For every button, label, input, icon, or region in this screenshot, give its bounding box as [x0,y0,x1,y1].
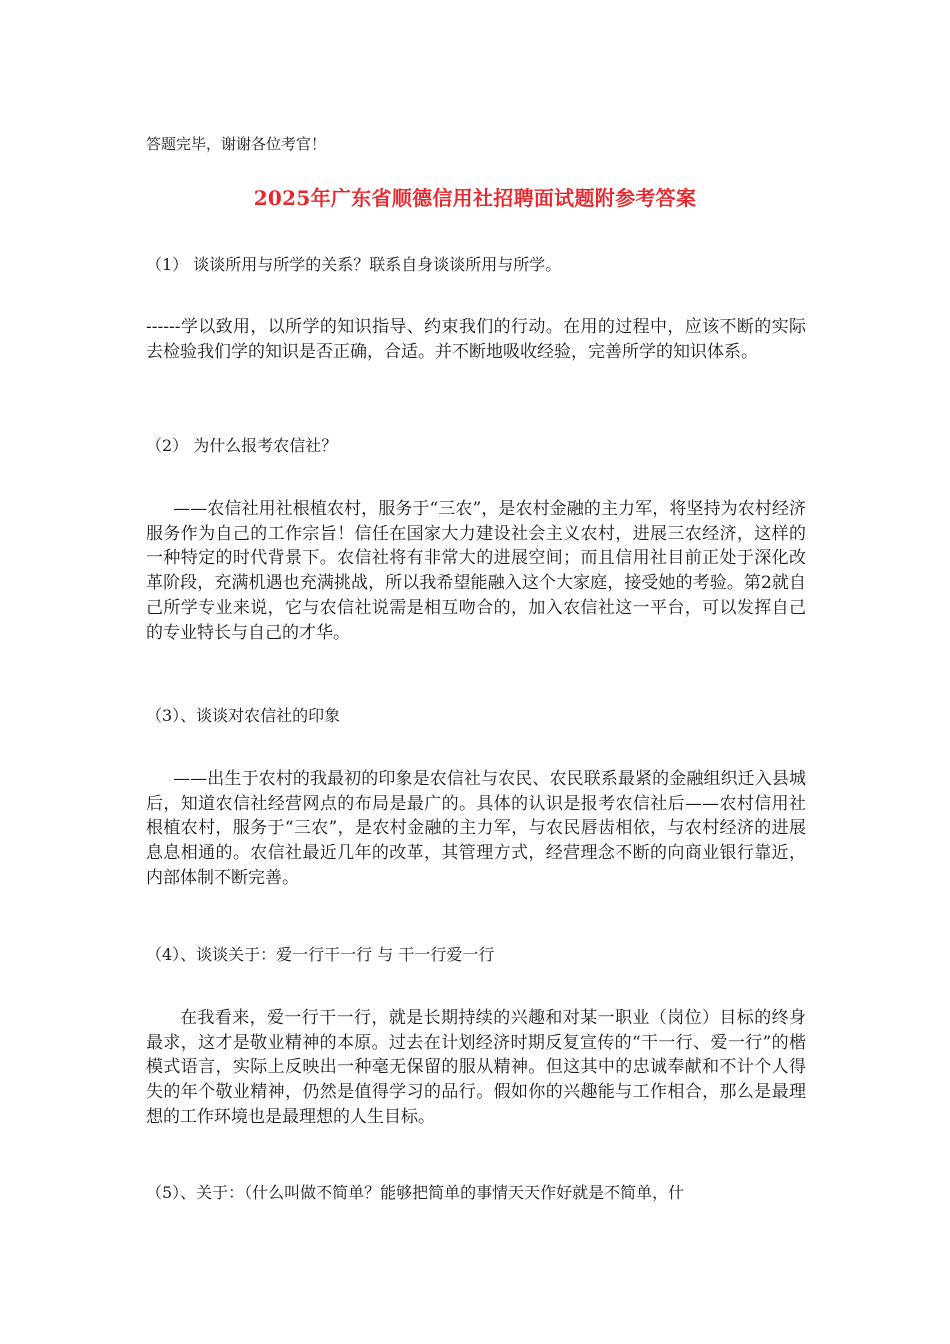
answer-4: 在我看来，爱一行干一行，就是长期持续的兴趣和对某一职业（岗位）目标的终身最求，这才是敬业精神的本原。过去在计划经济时期反复宣传的“干一行、爱一行”的楷模式语言，实际上反映出一种毫无保留的服从精神。但这其中的忠诚奉献和不计个人得失的年个敬业精神，仍然是值得学习的品行。假如你的兴趣能与工作相合，那么是最理想的工作环境也是最理想的人生目标。 [146,1008,806,1127]
answer-3: ——出生于农村的我最初的印象是农信社与农民、农民联系最紧的金融组织迁入县城后，知道农信社经营网点的布局是最广的。具体的认识是报考农信社后——农村信用社根植农村，服务于“三农”，是农村金融的主力军，与农民唇齿相依，与农村经济的进展息息相通的。农信社最近几年的改革，其管理方式，经营理念不断的向商业银行靠近，内部体制不断完善。 [146,769,806,888]
question-5: （5）、关于：（什么叫做不简单？能够把简单的事情天天作好就是不简单，什 [146,1183,685,1202]
answer-1: ------学以致用，以所学的知识指导、约束我们的行动。在用的过程中，应该不断的实际去检验我们学的知识是否正确，合适。并不断地吸收经验，完善所学的知识体系。 [146,317,806,362]
question-4: （4）、谈谈关于：爱一行干一行 与 干一行爱一行 [146,945,495,964]
question-1: （1） 谈谈所用与所学的关系？联系自身谈谈所用与所学。 [146,255,562,274]
closing-remark: 答题完毕，谢谢各位考官！ [146,135,327,153]
document-title: 2025年广东省顺德信用社招聘面试题附参考答案 [253,186,697,210]
question-3: （3）、谈谈对农信社的印象 [146,706,341,725]
question-2: （2） 为什么报考农信社？ [146,436,338,455]
answer-2: ——农信社用社根植农村，服务于“三农”，是农村金融的主力军，将坚持为农村经济服务作为自己的工作宗旨！信任在国家大力建设社会主义农村，进展三农经济，这样的一种特定的时代背景下。农信社将有非常大的进展空间；而且信用社目前正处于深化改革阶段，充满机遇也充满挑战，所以我希望能融入这个大家庭，接受她的考验。第2就自己所学专业来说，它与农信社说需是相互吻合的，加入农信社这一平台，可以发挥自己的专业特长与自己的才华。 [146,499,806,643]
